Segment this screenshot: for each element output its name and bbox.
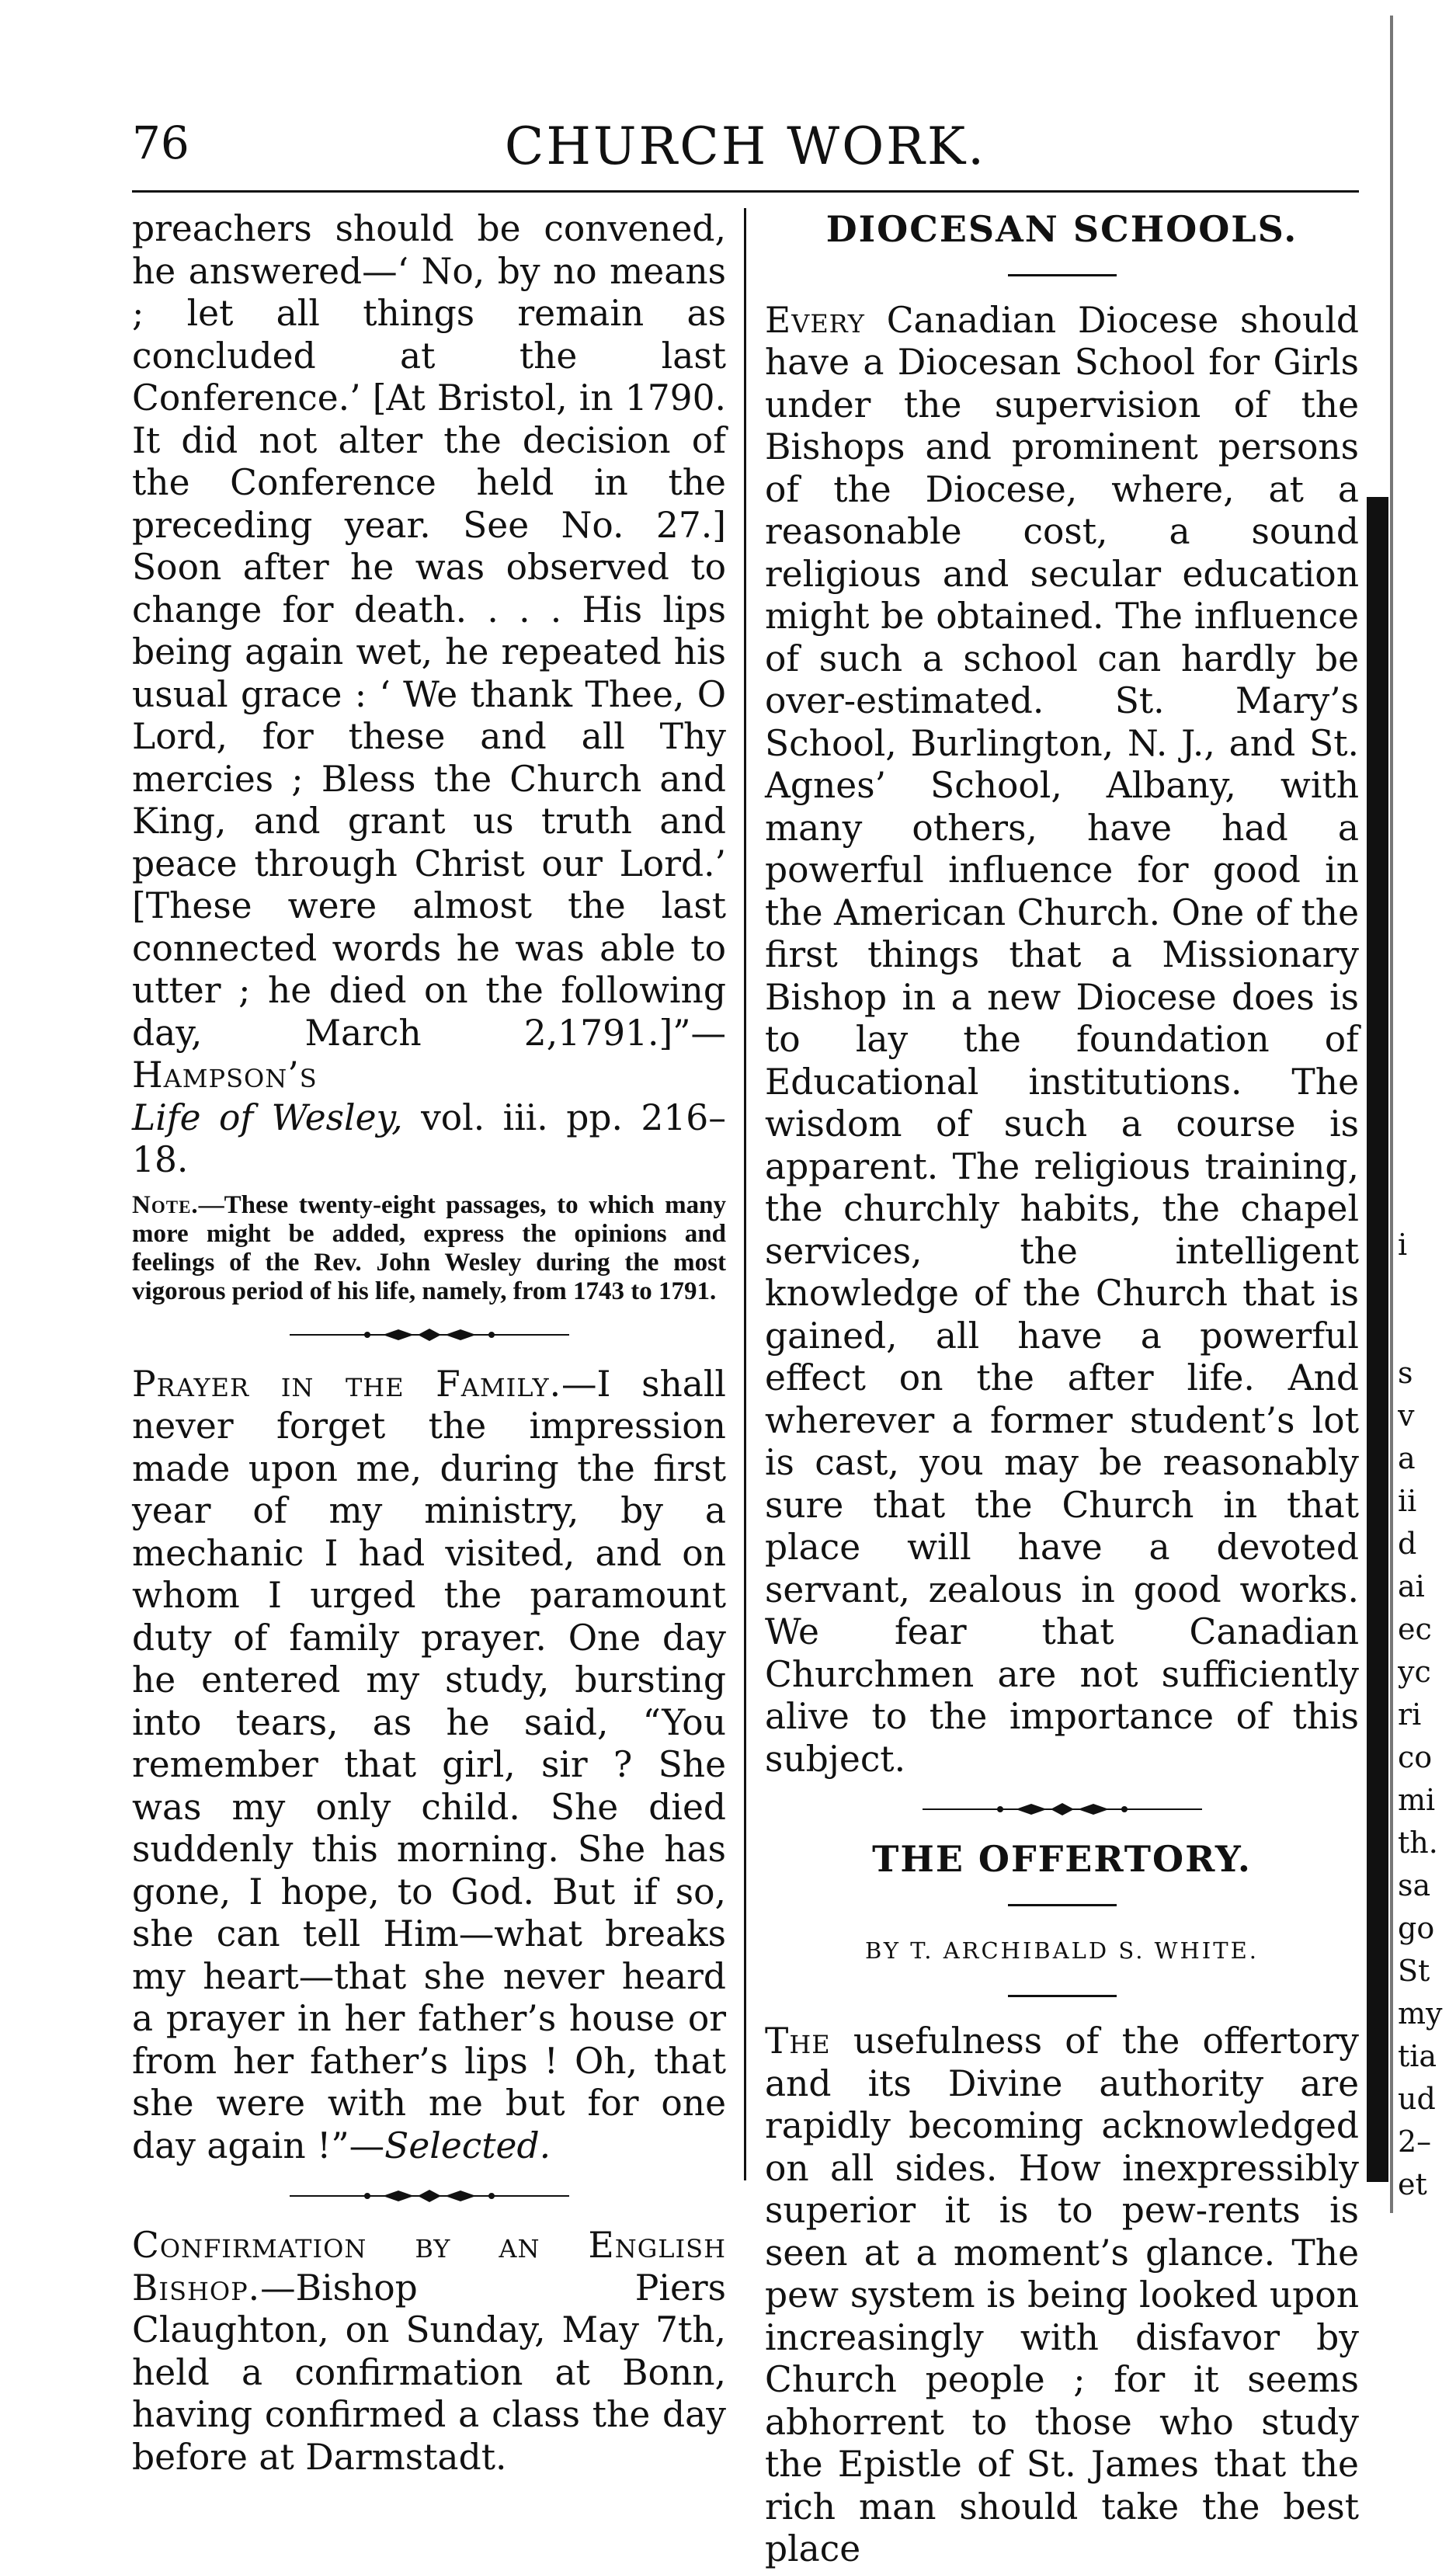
page-number: 76 [132, 116, 189, 169]
offertory-text: usefulness of the offertory and its Divine authority are rapidly becoming acknowledged on all sides. How inexpressibly superior it is to pew-rents is seen at a moment’s glance. The pew system is being looked upon increasingly with disfavor by Church people ; for it seems abhorrent to those who study the Epistle of St. James that the rich man should take the best place [765, 2020, 1359, 2569]
confirmation-paragraph [132, 2225, 726, 2479]
prayer-title: Prayer in the Family. [132, 1363, 562, 1405]
margin-fragment: a [1398, 1441, 1416, 1475]
source-title: Life of Wesley, [132, 1096, 403, 1138]
margin-fragment: St [1398, 1954, 1430, 1988]
binding-shadow [1367, 497, 1388, 2182]
margin-fragment: et [1398, 2167, 1427, 2201]
ornament-divider [132, 1312, 726, 1357]
prayer-in-family-paragraph [132, 1364, 726, 2168]
prayer-source: Selected. [384, 2125, 551, 2166]
ornament-divider [765, 1787, 1359, 1832]
confirmation-text: —Bishop Piers Claughton, on Sunday, May 7th, held a confirmation at Bonn, having confirmed a class the day before at Darmstadt. [132, 2267, 726, 2478]
margin-fragment: my [1398, 1996, 1443, 2031]
margin-fragment: th. [1398, 1826, 1438, 1860]
offertory-byline: BY T. ARCHIBALD S. WHITE. [865, 1937, 1259, 1964]
note-text: —These twenty-eight passages, to which many more might be added, express the opinions and feelings of the Rev. John Wesley during the most vigorous period of his life, namely, from 1743 to 1791. [132, 1190, 726, 1305]
margin-fragment: d [1398, 1527, 1417, 1561]
diocesan-schools-heading: DIOCESAN SCHOOLS. [825, 208, 1298, 250]
schools-text: Canadian Diocese should have a Diocesan School for Girls under the supervision of the Bishops and prominent persons of the Diocese, where, at a reasonable cost, a sound religious and secular education might be obtained. The influence of such a school can hardly be over-estimated. St. Mary’s School, Burlington, N. J., and St. Agnes’ School, Albany, with many others, have had a powerful influence for good in the American Church. One of the first things that a Missionary Bishop in a new Diocese does is to lay the foundation of Educational institutions. The wisdom of such a course is apparent. The religious training, the churchly habits, the chapel services, the intelligent knowledge of the Church that is gained, all have a powerful effect on the after life. And wherever a former student’s lot is cast, you may be reasonably sure that the Church in that place will have a devoted servant, zealous in good works. We fear that Canadian Churchmen are not sufficiently alive to the importance of this subject. [765, 299, 1359, 1780]
margin-fragment: sa [1398, 1868, 1431, 1902]
margin-fragment: v [1398, 1398, 1415, 1433]
wesley-passage [132, 208, 726, 1182]
ornament-glyph [290, 2188, 569, 2204]
byline-rule [1008, 1995, 1117, 1997]
schools-first-word: Every [765, 299, 865, 341]
heading-rule [1008, 1904, 1117, 1906]
ornament-glyph [923, 1801, 1202, 1817]
offertory-paragraph [765, 2020, 1359, 2571]
diocesan-schools-paragraph [765, 300, 1359, 1781]
editor-note [132, 1191, 726, 1306]
margin-fragment: ec [1398, 1612, 1432, 1646]
margin-fragment: ri [1398, 1697, 1422, 1732]
offertory-first-word: The [765, 2020, 831, 2062]
wesley-passage-text: preachers should be convened, he answered—‘ No, by no means ; let all things remain as concluded at the last Conference.’ [At Bristol, in 1790. It did not alter the decision of the Conference held in the preceding year. See No. 27.] Soon after he was observed to change for death. . . . His lips being again wet, he repeated his usual grace : ‘ We thank Thee, O Lord, for these and all Thy mercies ; Bless the Church and King, and grant us truth and peace through Christ our Lord.’ [These were almost the last connected words he was able to utter ; he died on the following day, March 2,1791.]”— [132, 208, 726, 1054]
page-header [132, 116, 1359, 179]
offertory-heading: THE OFFERTORY. [872, 1838, 1252, 1880]
margin-fragment: 2– [1398, 2125, 1432, 2159]
ornament-glyph [290, 1327, 569, 1343]
margin-fragment: ud [1398, 2082, 1436, 2116]
prayer-text: —I shall never forget the impression made upon me, during the first year of my ministry, by a mechanic I had visited, and on whom I urged the paramount duty of family prayer. One day he entered my study, bursting into tears, as he said, “You remember that girl, sir ? She was my only child. She died suddenly this morning. She has gone, I hope, to God. But if so, she can tell Him—what breaks my heart—that she never heard a prayer in her father’s house or from her father’s lips ! Oh, that she were with me but for one day again !”— [132, 1363, 726, 2166]
right-column [765, 208, 1359, 2571]
source-name: Hampson’s [132, 1054, 318, 1096]
margin-fragment: ii [1398, 1484, 1417, 1518]
heading-rule [1008, 274, 1117, 276]
margin-fragment: go [1398, 1911, 1435, 1945]
margin-fragment: s [1398, 1356, 1413, 1390]
header-rule [132, 190, 1359, 193]
column-divider [744, 208, 746, 2180]
margin-fragment: tia [1398, 2039, 1437, 2073]
margin-fragment: yc [1398, 1655, 1431, 1689]
source-reference: vol. iii. pp. 216–18. [132, 1096, 726, 1180]
running-title: CHURCH WORK. [504, 116, 987, 176]
margin-fragment: co [1398, 1740, 1433, 1774]
left-column [132, 208, 726, 2479]
ornament-divider [132, 2173, 726, 2218]
margin-fragment: i [1398, 1228, 1408, 1262]
confirmation-title: Confirmation by an English Bishop. [132, 2225, 726, 2309]
adjacent-page-edge [1390, 16, 1393, 2213]
margin-fragment: mi [1398, 1783, 1436, 1817]
margin-fragment: ai [1398, 1569, 1425, 1603]
note-label: Note. [132, 1190, 199, 1219]
